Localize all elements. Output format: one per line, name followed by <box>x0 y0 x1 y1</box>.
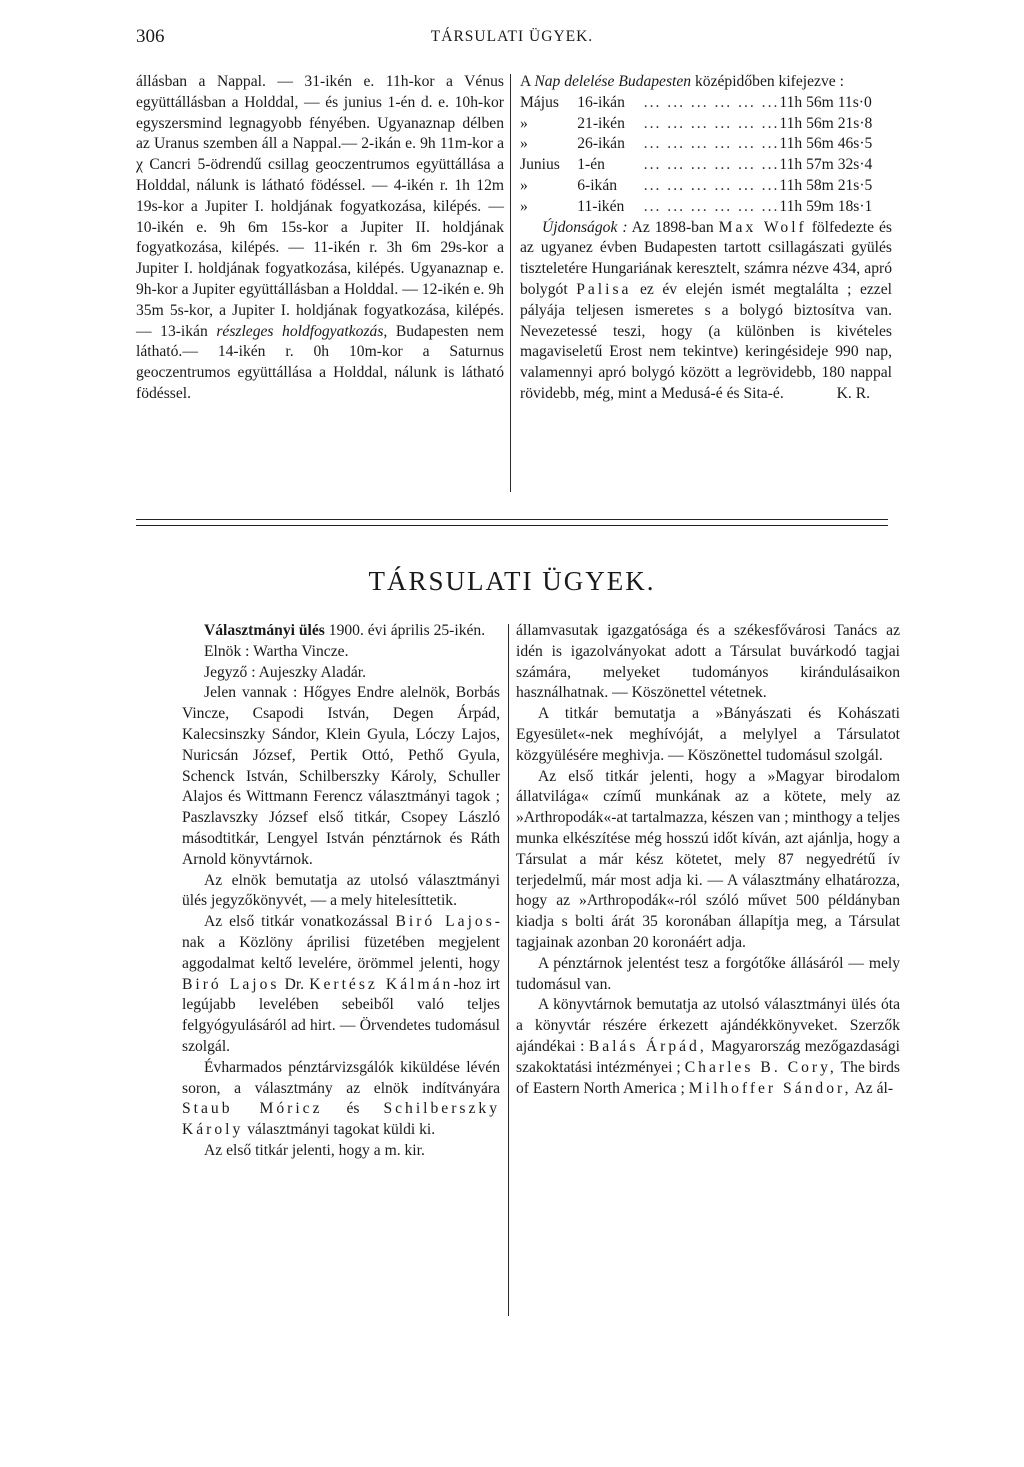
person-name: Schilberszky Károly <box>182 1100 501 1139</box>
row-time: 11h 57m 32s·4 <box>779 156 873 174</box>
person-name: Staub Móricz <box>182 1100 323 1118</box>
eclipse-date: 13-ikán <box>160 322 208 340</box>
biro-paragraph <box>182 912 500 1058</box>
secretary-report-paragraph: Az első titkár jelenti, hogy a m. kir. <box>204 1141 425 1159</box>
row-month: Junius <box>520 156 560 174</box>
fauna-paragraph: Az első titkár jelenti, hogy a »Magyar birodalom állatvilága« czímű munkának az a kötete, mely az »Arthropodák«-at tartalmazza, készen van ; minthogy a teljes munka elkészítése még hosszú időt kíván, azt ajánlja, hogy a Társulat a már kész kötetet, mely 87 negyedrétű ív terjedelmű, már most adja ki. — A választmány elhatározza, hogy az »Arthropodák«-ról szóló művet 500 példányban kiadja s bolti árát 35 koronában állapítja meg, a Társulat tagjainak azonban 20 koronáért adja. <box>516 767 900 951</box>
table-row <box>520 197 892 218</box>
para-text: Az első titkár vonatkozással <box>204 913 389 931</box>
minutes-paragraph: Az elnök bemutatja az utolsó választmányi ülés jegyzőkönyvét, — a mely hitelesíttetik. <box>182 871 500 910</box>
table-row <box>520 176 892 197</box>
leader-dots: ... ... ... ... ... ... <box>643 176 780 194</box>
leader-dots: ... ... ... ... ... ... <box>643 93 780 111</box>
para-text: The birds of Eastern North America ; <box>516 1058 900 1097</box>
para-text: A könyvtárnok bemutatja az utolsó választmányi ülés óta a könyvtár részére érkezett ajándékkönyveket. Szerzők ajándékai : <box>516 996 900 1055</box>
leader-dots: ... ... ... ... ... ... <box>643 156 780 174</box>
para-text: és <box>346 1100 360 1118</box>
intro-suffix: középidőben kifejezve : <box>694 73 844 90</box>
row-month: » <box>520 197 528 215</box>
intro-italic: Nap delelése Budapesten <box>534 73 692 90</box>
row-time: 11h 56m 21s·8 <box>779 114 873 132</box>
mining-paragraph: A titkár bemutatja a »Bányászati és Kohászati Egyesület«-nek meghívóját, a melylyel a Társulatot közgyülésére meghivja. — Köszönettel tudomásul szolgál. <box>516 705 900 764</box>
news-text: fölfedezte és az ugyanez évben Budapesten tartott csillagászati gyülés tiszteletére Hungariának keresztelt, számra nézve 434, apró bolygót <box>520 218 892 298</box>
author-signature: K. R. <box>836 384 870 402</box>
table-row <box>520 93 892 114</box>
leader-dots: ... ... ... ... ... ... <box>643 135 780 153</box>
column-divider-top <box>510 74 511 492</box>
person-name: Balás Árpád, <box>588 1037 707 1055</box>
row-day: 6-ikán <box>577 176 618 194</box>
table-row <box>520 134 892 155</box>
para-text: Évharmados pénztárvizsgálók kiküldése lévén soron, a választmány az elnök indítványára <box>182 1058 500 1097</box>
table-row <box>520 155 892 176</box>
meeting-heading <box>182 621 500 642</box>
meeting-heading-bold: Választmányi ülés <box>204 622 325 639</box>
intro-prefix: A <box>520 73 531 90</box>
attendees-paragraph: Jelen vannak : Hőgyes Endre alelnök, Borbás Vincze, Csapodi István, Degen Árpád, Kalecsinszky Sándor, Klein Gyula, Lóczy Lajos, Nuricsán József, Pertik Ottó, Pethő Gyula, Schenck István, Schilberszky Károly, Schuller Alajos és Wittmann Ferencz választmányi tagok ; Paszlavszky József első titkár, Csopey László másodtitkár, Lengyel István pénztárnok és Ráth Arnold könyvtárnok. <box>182 684 500 868</box>
person-name: Charles B. Cory, <box>684 1058 837 1076</box>
column-divider-bottom <box>508 624 509 1316</box>
row-day: 16-ikán <box>577 93 625 111</box>
para-text: -hoz irt legújabb levelében sebeiből való teljes felgyógyulásáról ad hirt. — Örvendetes tudomásul szolgál. <box>182 975 500 1055</box>
secretary-line: Jegyző : Aujeszky Aladár. <box>204 663 366 681</box>
news-label: Újdonságok : <box>542 218 628 236</box>
person-name: Biró Lajos <box>182 975 280 993</box>
para-text: Dr. <box>284 975 305 993</box>
para-text: -nak a Közlöny áprilisi füzetében megjelent aggodalmat keltő levelére, örömmel jelenti, hogy <box>182 913 500 972</box>
treasurer-paragraph: A pénztárnok jelentést tesz a forgótőke állásáról — mely tudomásul van. <box>516 954 900 993</box>
astronomy-events-paragraph <box>136 72 504 405</box>
astronomy-events-tail: Budapesten nem látható.— 14-ikén r. 0h 10m-kor a Saturnus geoczentrumos együttállása a Holddal, nálunk is látható födéssel. <box>136 322 504 402</box>
news-text: Az 1898-ban <box>631 218 714 236</box>
leader-dots: ... ... ... ... ... ... <box>643 114 780 132</box>
section-rule <box>136 525 888 526</box>
person-name: Kertész Kálmán <box>309 975 454 993</box>
para-text: választmányi tagokat küldi ki. <box>247 1121 436 1139</box>
person-name: Palisa <box>576 280 632 298</box>
sun-transit-intro <box>520 72 892 93</box>
row-month: Május <box>520 93 559 111</box>
para-text: Az ál- <box>854 1079 894 1097</box>
row-day: 11-ikén <box>577 197 625 215</box>
row-day: 26-ikán <box>577 135 625 153</box>
row-month: » <box>520 135 528 153</box>
chair-line: Elnök : Wartha Vincze. <box>204 642 349 660</box>
person-name: Milhoffer Sándor, <box>688 1079 852 1097</box>
row-time: 11h 59m 18s·1 <box>779 197 873 215</box>
person-name: Max Wolf <box>718 218 807 236</box>
row-month: » <box>520 114 528 132</box>
astronomy-events-text: állásban a Nappal. — 31-ikén e. 11h-kor a Vénus együttállásban a Holddal, — és junius 1-én d. e. 10h-kor egyszersmind legnagyobb fényében. Ugyanaznap délben az Uranus szemben áll a Nappal.— 2-ikán e. 9h 11m-kor a χ Cancri 5-ödrendű csillag geoczentrumos együttállása a Holddal, nálunk is látható födéssel. — 4-ikén r. 1h 12m 19s-kor a Jupiter I. holdjának fogyatkozása, kilépés. — 10-ikén e. 9h 6m 15s-kor a Jupiter II. holdjának fogyatkozása, kilépés. — 11-ikén r. 3h 6m 29s-kor a Jupiter I. holdjának fogyatkozása, kilépés. Ugyanaznap e. 9h-kor a Jupiter együttállásban a Holddal. — 12-ikén e. 9h 35m 5s-kor, a Jupiter I. holdjának fogyatkozása, kilépés. — <box>136 73 504 340</box>
sun-transit-table <box>520 93 892 218</box>
row-time: 11h 58m 21s·5 <box>779 176 873 194</box>
leader-dots: ... ... ... ... ... ... <box>643 197 780 215</box>
meeting-minutes-left <box>182 621 500 1162</box>
page-number: 306 <box>136 26 165 47</box>
news-paragraph <box>520 218 892 405</box>
auditors-paragraph <box>182 1058 500 1141</box>
meeting-minutes-right <box>516 621 900 1099</box>
row-time: 11h 56m 46s·5 <box>779 135 873 153</box>
railway-paragraph: államvasutak igazgatósága és a székesfővárosi Tanács az idén is igazolványokat adott a Társulat buvárkodó tagjai számára, melyeket tudományos kirándulásaikon használhatnak. — Köszönettel vétetnek. <box>516 622 900 702</box>
meeting-date: 1900. évi április 25-ikén. <box>328 622 486 639</box>
table-row <box>520 114 892 135</box>
astronomy-events-column <box>136 72 504 405</box>
person-name: Biró Lajos <box>395 913 495 931</box>
running-title: TÁRSULATI ÜGYEK. <box>430 28 594 45</box>
row-month: » <box>520 176 528 194</box>
row-day: 21-ikén <box>577 114 625 132</box>
running-header <box>136 26 888 56</box>
sun-transit-column <box>520 72 892 405</box>
row-time: 11h 56m 11s·0 <box>779 93 872 111</box>
section-title: TÁRSULATI ÜGYEK. <box>368 566 656 596</box>
para-text: Magyarország mezőgazdasági szakoktatási intézményei ; <box>516 1037 900 1076</box>
news-text: ez év elején ismét megtalálta ; ezzel pályája teljesen ismeretes s a bolygó biztosítva van. Nevezetessé teszi, hogy (a különben is kivételes magaviseletű Erost nem tekintve) keringésideje 990 nap, valamennyi apró bolygó között a legrövidebb, 180 nappal rövidebb, még, mint a Medusá-é és Sita-é. <box>520 280 892 402</box>
partial-eclipse-phrase: részleges holdfogyatkozás, <box>216 322 388 340</box>
library-paragraph <box>516 995 900 1099</box>
row-day: 1-én <box>577 156 605 174</box>
section-rule <box>136 519 888 520</box>
